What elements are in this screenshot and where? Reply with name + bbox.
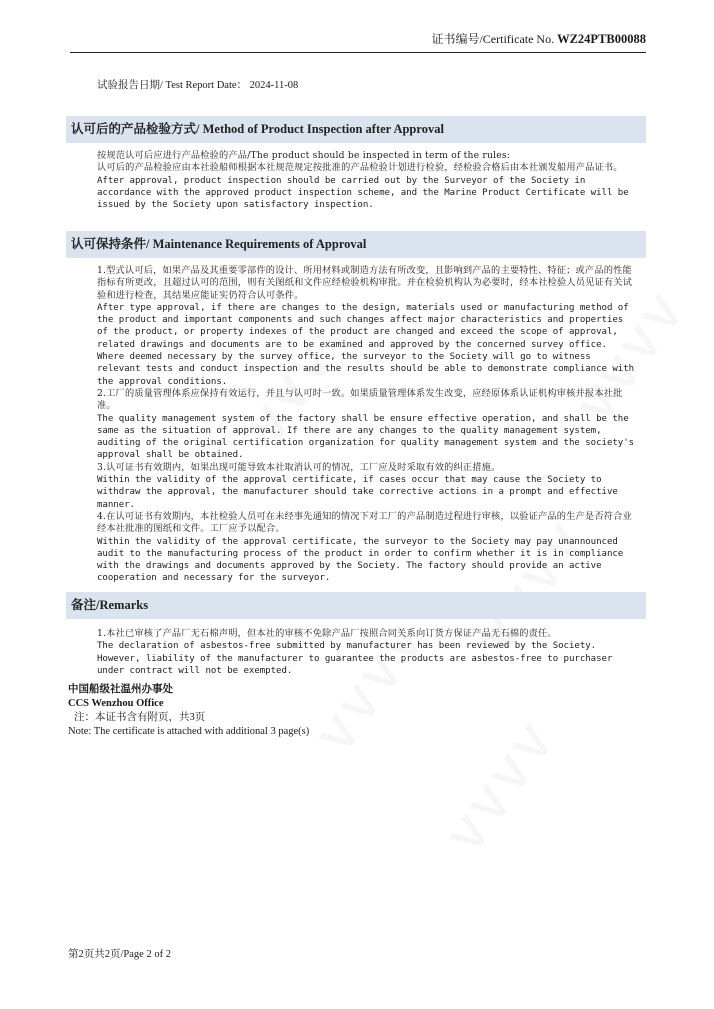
maintenance-paragraphs bbox=[97, 265, 639, 585]
paragraph: 3.认可证书有效期内，如果出现可能导致本社取消认可的情况，工厂应及时采取有效的纠正措施。 bbox=[97, 461, 501, 473]
office-name-cn: 中国船级社温州办事处 bbox=[68, 684, 173, 695]
paragraph: 1.型式认可后，如果产品及其重要零部件的设计、所用材料或制造方法有所改变，且影响到产品的主要特性、特征；或产品的性能指标有所更改，且超过认可的范围，则有关图纸和文件应经检验机构审批。并在检验机构认为必要时，经本社检验人员见证有关试验和进行检查，其结果应能证实仍符合认可条件。 bbox=[97, 265, 633, 301]
remarks-paragraphs bbox=[97, 628, 639, 677]
paragraph: Within the validity of the approval certificate, if cases occur that may cause the Society to withdraw the approval, the manufacturer should take corrective actions in a prompt and effective manner. bbox=[97, 475, 618, 510]
certificate-header bbox=[70, 30, 646, 53]
certificate-number-label: 证书编号/Certificate No. bbox=[431, 32, 558, 46]
paragraph: 认可后的产品检验应由本社验船师根据本社规范规定按批准的产品检验计划进行检验，经检验合格后由本社颁发船用产品证书。 bbox=[97, 162, 623, 174]
test-report-date: 试验报告日期/ Test Report Date： 2024-11-08 bbox=[97, 80, 299, 91]
paragraph: Within the validity of the approval certificate, the surveyor to the Society may pay unannounced audit to the manufacturing process of the product in order to confirm whether it is in compliance with the drawings and documents approved by the Society. The factory should provide an active cooperation and necessary for the surveyor. bbox=[97, 536, 624, 584]
paragraph: 4.在认可证书有效期内，本社检验人员可在未经事先通知的情况下对工厂的产品制造过程进行审核，以验证产品的生产是否符合业经本社批准的图纸和文件。工厂应予以配合。 bbox=[97, 510, 632, 535]
paragraph: 2.工厂的质量管理体系应保持有效运行，并且与认可时一致。如果质量管理体系发生改变，应经原体系认证机构审核并报本社批准。 bbox=[97, 387, 623, 412]
issuing-office bbox=[68, 683, 309, 739]
watermark-text bbox=[439, 711, 567, 862]
page-number: 第2页共2页/Page 2 of 2 bbox=[68, 949, 171, 960]
attachment-note-cn: 注：本证书含有附页，共3页 bbox=[74, 712, 206, 723]
paragraph: After type approval, if there are changes to the design, materials used or manufacturing method of the product and important components and such changes affect major characteristics and properties of the product, or property indexes of the product are changed and exceed the scope of approval, related drawings and documents are to be examined and approved by the concerned survey office. Where deemed necessary by the survey office, the surveyor to the Society will go to witness relevant tests and conduct inspection and the results should be able to demonstrate compliance with the approval conditions. bbox=[97, 302, 635, 387]
attachment-note-en: Note: The certificate is attached with additional 3 page(s) bbox=[68, 726, 310, 737]
section-title-maintenance: 认可保持条件/ Maintenance Requirements of Approval bbox=[66, 231, 646, 258]
paragraph: The declaration of asbestos-free submitted by manufacturer has been reviewed by the Society. However, liability of the manufacturer to guarantee the products are asbestos-free to purchaser under contract will not be exempted. bbox=[97, 641, 613, 676]
paragraph: 按规范认可后应进行产品检验的产品/The product should be inspected in term of the rules: bbox=[97, 150, 511, 161]
section-title-inspection: 认可后的产品检验方式/ Method of Product Inspection after Approval bbox=[66, 116, 646, 143]
paragraph: After approval, product inspection should be carried out by the Surveyor of the Society in accordance with the approved product inspection scheme, and the Marine Product Certificate will be issued by the Society upon satisfactory inspection. bbox=[97, 175, 629, 211]
paragraph: 1.本社已审核了产品厂无石棉声明，但本社的审核不免除产品厂按照合同关系向订货方保证产品无石棉的责任。 bbox=[97, 628, 557, 639]
section-title-remarks: 备注/Remarks bbox=[66, 592, 646, 619]
paragraph: The quality management system of the factory shall be ensure effective operation, and shall be the same as the situation of approval. If there are any changes to the quality management system, auditing of the original certification organization for quality management system and the society's approval shall be obtained. bbox=[97, 413, 635, 461]
certificate-number: WZ24PTB00088 bbox=[557, 32, 646, 46]
office-name-en: CCS Wenzhou Office bbox=[68, 698, 164, 709]
inspection-paragraphs bbox=[97, 150, 639, 211]
